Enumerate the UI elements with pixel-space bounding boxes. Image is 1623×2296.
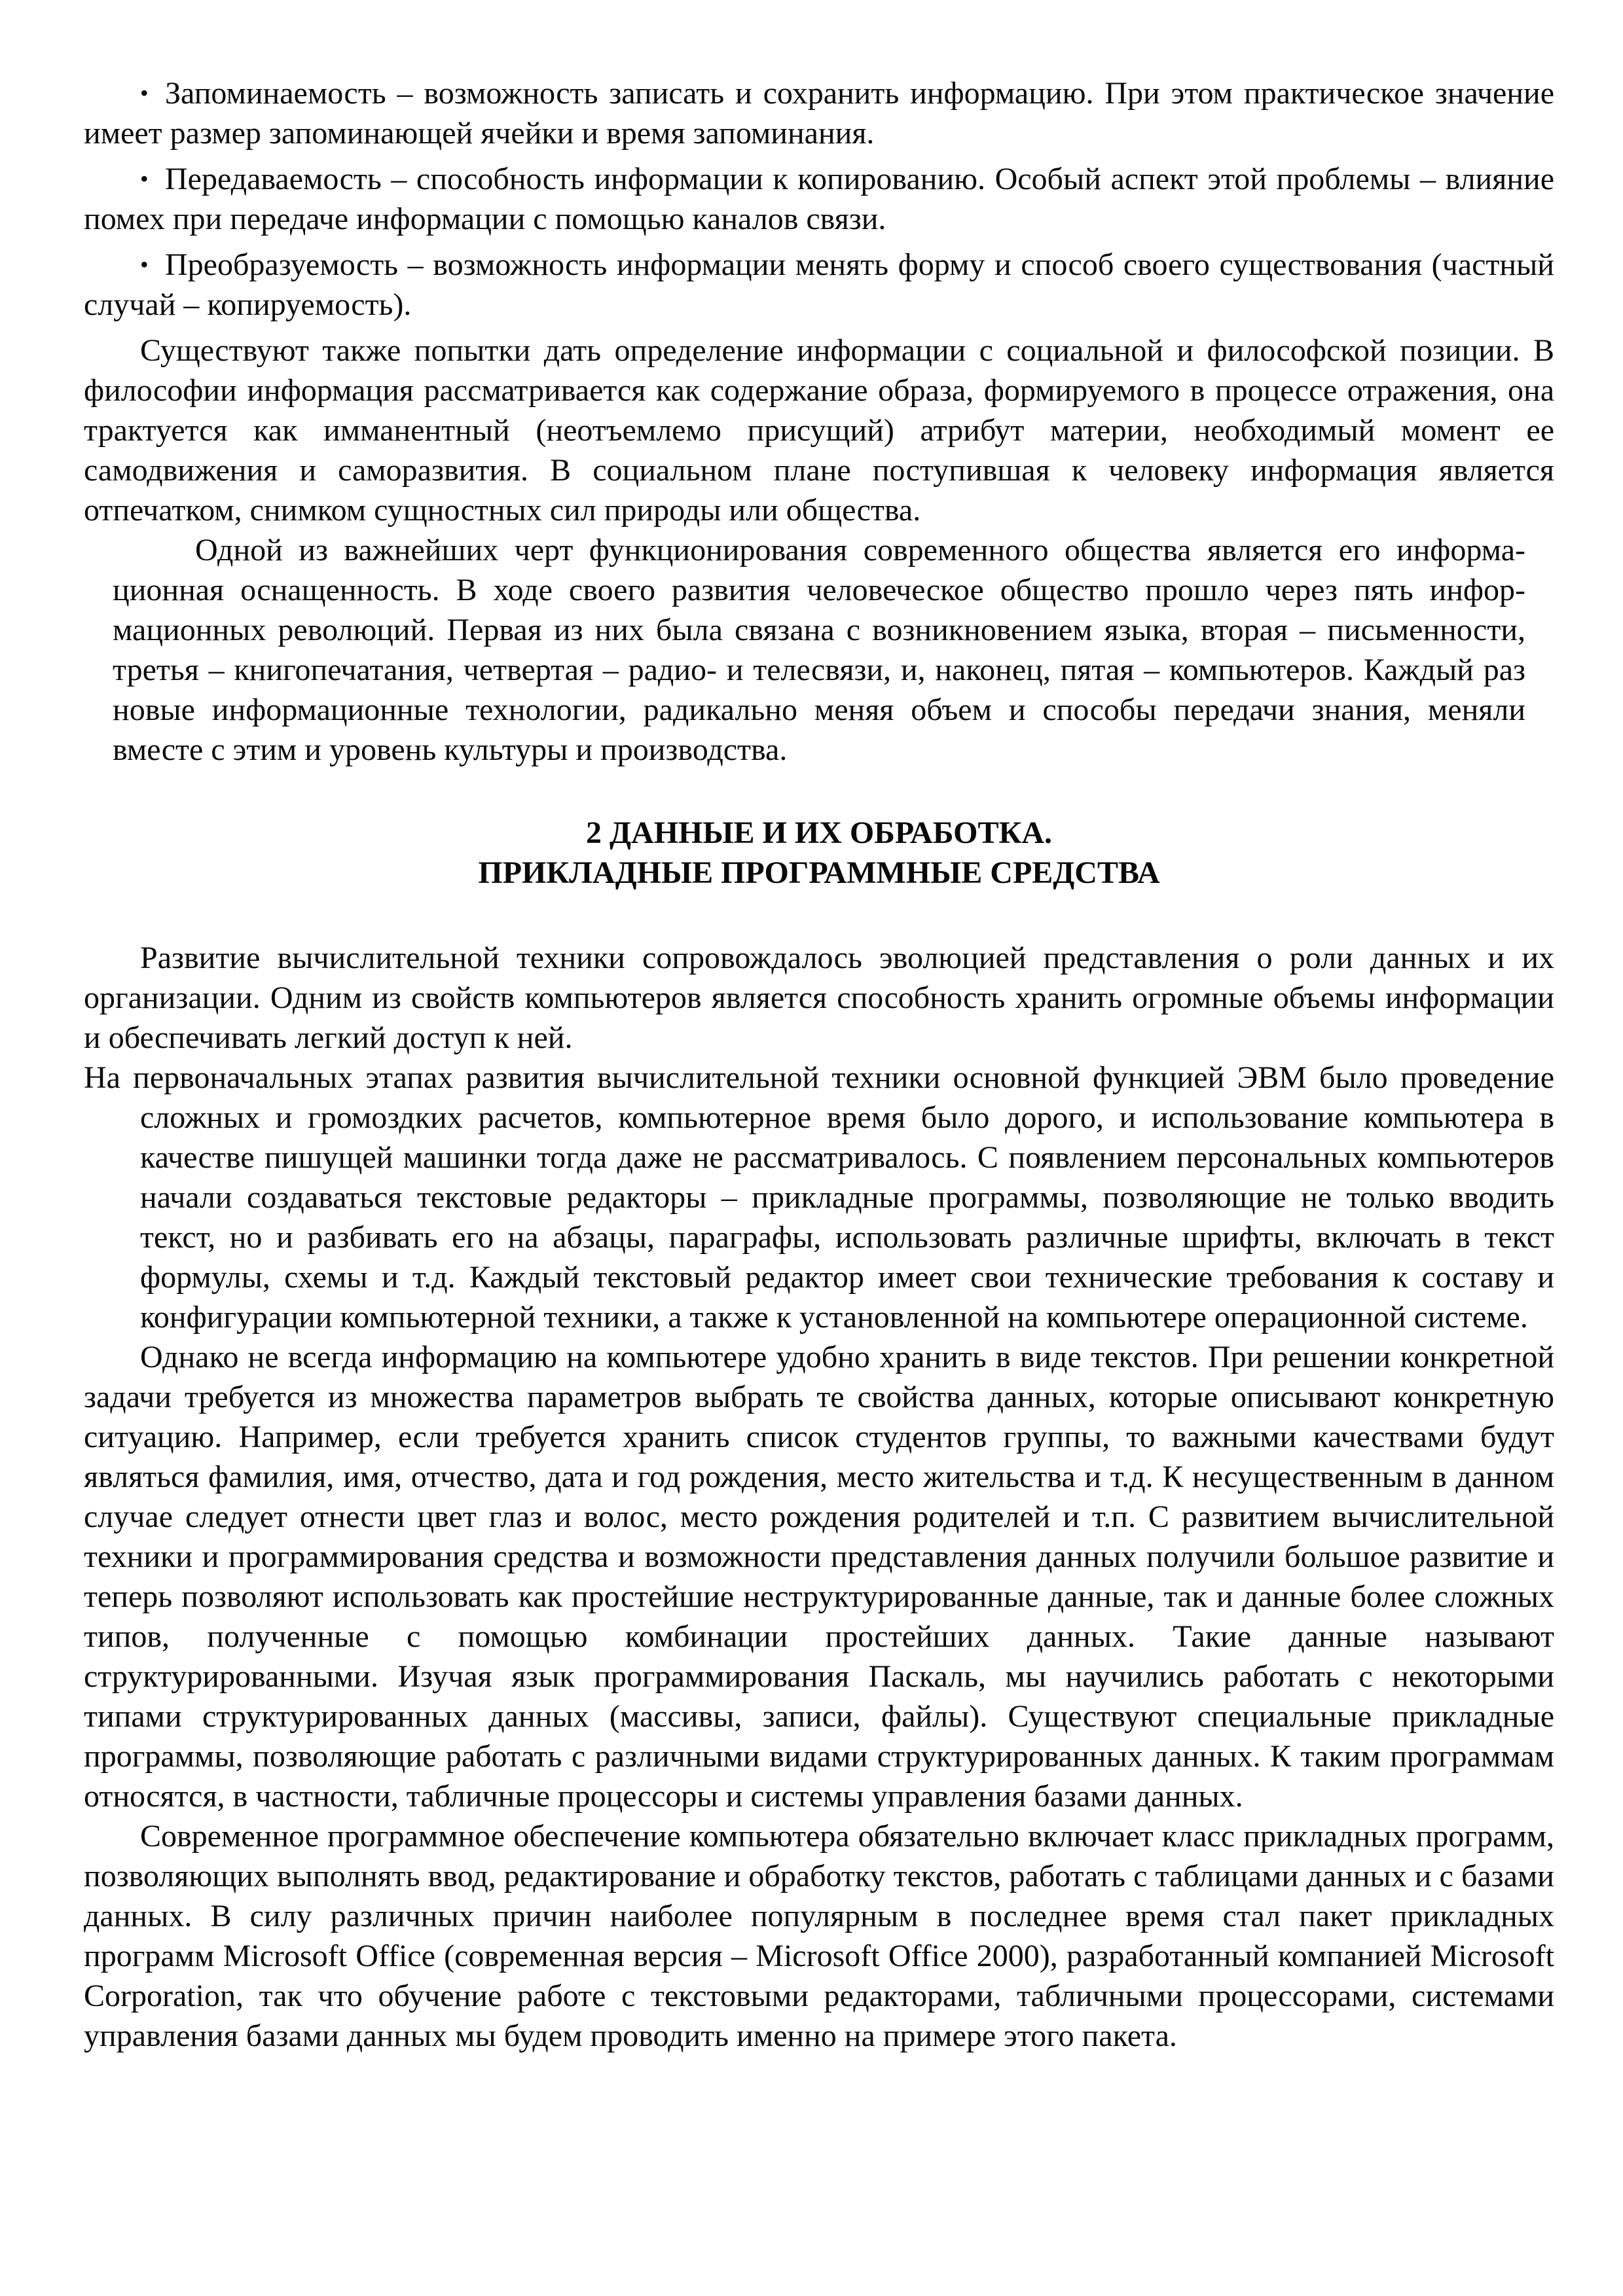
section-heading-line-1: 2 ДАННЫЕ И ИХ ОБРАБОТКА. xyxy=(586,816,1052,850)
paragraph-data-evolution: Развитие вычислительной техники сопровождалось эволюцией представления о роли данных и их организации. Одним из свойств компьютеров является способность хранить огромные объемы информации и обеспечивать легкий доступ к ней. xyxy=(84,941,1554,1055)
paragraph-social-philosophical: Существуют также попытки дать определение информации с социальной и философской позиции. В философии информация рассматривается как содержание образа, формируемого в процессе отражения, она трактуется как имманентный (неотъемлемо присущий) атрибут материи, необходимый момент ее самодвижения и саморазвития. В социальном плане поступившая к человеку информация является отпечатком, снимком сущностных сил природы или общества. xyxy=(84,333,1554,528)
bullet-icon: • xyxy=(140,251,149,278)
bullet-text: Преобразуемость – возможность информации менять форму и способ своего существования (частный случай – копируемость). xyxy=(84,247,1554,322)
bullet-text: Запоминаемость – возможность записать и сохранить информацию. При этом практическое значение имеет размер запоминающей ячейки и время запоминания. xyxy=(84,76,1554,151)
bullet-item-transferability xyxy=(84,159,1554,239)
section-heading xyxy=(84,813,1554,893)
bullet-text: Передаваемость – способность информации к копированию. Особый аспект этой проблемы – влияние помех при передаче информации с помощью каналов связи. xyxy=(84,162,1554,236)
paragraph-structured-data: Однако не всегда информацию на компьютере удобно хранить в виде текстов. При решении конкретной задачи требуется из множества параметров выбрать те свойства данных, которые описывают конкретную ситуацию. Например, если требуется хранить список студентов группы, то важными качествами будут являться фамилия, имя, отчество, дата и год рождения, место жительства и т.д. К несущественным в данном случае следует отнести цвет глаз и волос, место рождения родителей и т.п. С развитием вычислительной техники и программирования средства и возможности представления данных получили большое развитие и теперь позволяют использовать как простейшие неструктурированные данные, так и данные более сложных типов, полученные с помощью комбинации простейших данных. Такие данные называют структурированными. Изучая язык программирования Паскаль, мы научились работать с некоторыми типами структурированных данных (массивы, записи, файлы). Существуют специальные прикладные программы, позволяющие работать с различными видами структурированных данных. К таким программам относятся, в частности, табличные процессоры и системы управления базами данных. xyxy=(84,1340,1554,1814)
bullet-icon: • xyxy=(140,166,149,192)
bullet-item-transformability xyxy=(84,245,1554,325)
page-content xyxy=(84,73,1554,2056)
paragraph-microsoft-office: Современное программное обеспечение компьютера обязательно включает класс прикладных программ, позволяющих выполнять ввод, редактирование и обработку текстов, работать с таблицами данных и с базами данных. В силу различных причин наиболее популярным в последнее время стал пакет прикладных программ Microsoft Office (современная версия – Microsoft Office 2000), разработанный компанией Microsoft Corporation, так что обучение работе с текстовыми редакторами, табличными процессорами, системами управления базами данных мы будем проводить именно на примере этого пакета. xyxy=(84,1819,1554,2053)
paragraph-information-revolutions: Одной из важнейших черт функционирования современного общества является его информационная оснащенность. В ходе своего развития человеческое общество прошло через пять информационных революций. Первая из них была связана с возникновением языка, вторая – письменности, третья – книгопечатания, четвертая – радио- и телесвязи, и, наконец, пятая – компьютеров. Каждый раз новые информационные технологии, радикально меняя объем и способы передачи знания, меняли вместе с этим и уровень культуры и производства. xyxy=(113,533,1525,767)
bullet-icon: • xyxy=(140,80,149,106)
bullet-item-memorability xyxy=(84,73,1554,153)
paragraph-early-computing: На первоначальных этапах развития вычислительной техники основной функцией ЭВМ было проведение сложных и громоздких расчетов, компьютерное время было дорого, и использование компьютера в качестве пишущей машинки тогда даже не рассматривалось. С появлением персональных компьютеров начали создаваться текстовые редакторы – прикладные программы, позволяющие не только вводить текст, но и разбивать его на абзацы, параграфы, использовать различные шрифты, включать в текст формулы, схемы и т.д. Каждый текстовый редактор имеет свои технические требования к составу и конфигурации компьютерной техники, а также к установленной на компьютере операционной системе. xyxy=(84,1060,1554,1335)
section-heading-line-2: ПРИКЛАДНЫЕ ПРОГРАММНЫЕ СРЕДСТВА xyxy=(478,855,1160,890)
